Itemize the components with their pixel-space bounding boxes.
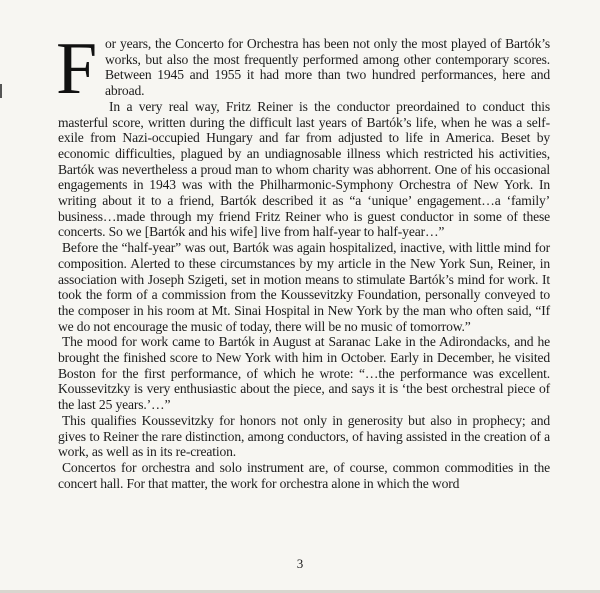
- drop-cap: F: [56, 28, 98, 110]
- paragraph-4: The mood for work came to Bartók in August at Saranac Lake in the Adirondacks, and he brought the finished score to New York with him in October. Early in December, he visited Boston for the first performance, of which he wrote: “…the performance was excellent. Koussevitzky is very enthusiastic about the piece, and says it is ‘the best orchestral piece of the last 25 years.’…”: [58, 334, 550, 413]
- paragraph-1-text: or years, the Concerto for Orchestra has been not only the most played of Bartók’s works, but also the most frequently performed among other contemporary scores. Between 1945 and 1955 it had more than two hundred performances, here and abroad.: [105, 36, 550, 99]
- paragraph-3: Before the “half-year” was out, Bartók was again hospitalized, inactive, with little mind for composition. Alerted to these circumstances by my article in the New York Sun, Reiner, in association with Joseph Szigeti, set in motion means to stimulate Bartók’s mind for work. It took the form of a commission from the Koussevitzky Foundation, personally conveyed to the composer in his room at Mt. Sinai Hospital in New York by the man who often said, “If we do not encourage the music of today, there will be no music of tomorrow.”: [58, 240, 550, 334]
- paragraph-1: [56, 28, 550, 110]
- edge-mark: [0, 84, 2, 98]
- page-number: 3: [296, 556, 304, 571]
- paragraph-5: This qualifies Koussevitzky for honors not only in generosity but also in prophecy; and gives to Reiner the rare distinction, among conductors, of having assisted in the creation of a work, as well as in its re-creation.: [58, 412, 550, 460]
- body-text: [56, 28, 550, 491]
- paragraph-2: In a very real way, Fritz Reiner is the conductor preordained to conduct this masterful score, written during the difficult last years of Bartók’s life, when he was a self-exile from Nazi-occupied Hungary and far from adjusted to life in America. Beset by economic difficulties, plagued by an undiagnosable illness which restricted his activities, Bartók was nevertheless a proud man to whom charity was abhorrent. One of his occasional engagements in 1943 was with the Philharmonic-Symphony Orchestra of New York. In writing about it to a friend, Bartók described it as “a ‘unique’ engagement…a ‘family’ business…made through my friend Fritz Reiner who is guest conductor in some of these concerts. So we [Bartók and his wife] live from half-year to half-year…”: [58, 98, 550, 240]
- paragraph-6: Concertos for orchestra and solo instrument are, of course, common commodities in the concert hall. For that matter, the work for orchestra alone in which the word: [58, 459, 550, 491]
